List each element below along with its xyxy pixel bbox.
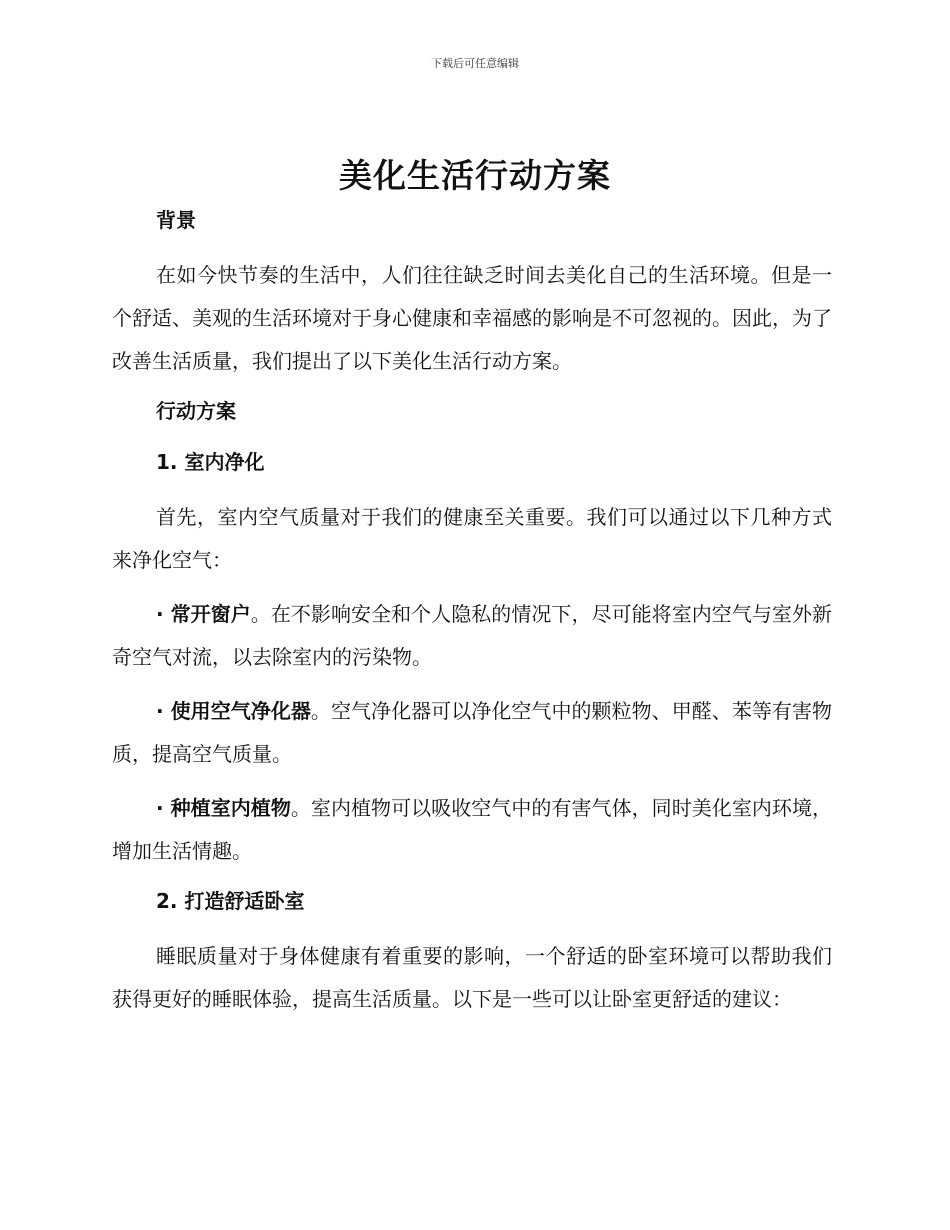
- document-body: [112, 203, 832, 1032]
- bullet-lead: · 常开窗户: [156, 602, 251, 626]
- background-heading: 背景: [156, 208, 196, 232]
- background-paragraph: 在如今快节奏的生活中，人们往往缺乏时间去美化自己的生活环境。但是一个舒适、美观的生活环境对于身心健康和幸福感的影响是不可忽视的。因此，为了改善生活质量，我们提出了以下美化生活行动方案。: [112, 263, 832, 373]
- bullet-item: [112, 593, 832, 679]
- section-2-paragraph: 睡眠质量对于身体健康有着重要的影响，一个舒适的卧室环境可以帮助我们获得更好的睡眠体验，提高生活质量。以下是一些可以让卧室更舒适的建议：: [112, 944, 832, 1011]
- header-note: 下载后可任意编辑: [431, 57, 519, 70]
- bullet-lead: · 使用空气净化器: [156, 699, 311, 723]
- bullet-item: [112, 690, 832, 776]
- section-2-heading: 2. 打造舒适卧室: [156, 889, 305, 913]
- bullet-item: [112, 787, 832, 873]
- document-title: 美化生活行动方案: [339, 156, 611, 195]
- bullet-text: 。空气净化器可以净化空气中的颗粒物、甲醛、苯等有害物质，提高空气质量。: [112, 699, 833, 766]
- bullet-text: 。在不影响安全和个人隐私的情况下，尽可能将室内空气与室外新奇空气对流，以去除室内的污染物。: [112, 602, 833, 669]
- bullet-lead: · 种植室内植物: [156, 796, 291, 820]
- section-1-paragraph: 首先，室内空气质量对于我们的健康至关重要。我们可以通过以下几种方式来净化空气：: [112, 505, 832, 572]
- action-plan-heading: 行动方案: [156, 399, 236, 423]
- section-1-heading: 1. 室内净化: [156, 450, 265, 474]
- bullet-text: 。室内植物可以吸收空气中的有害气体，同时美化室内环境，增加生活情趣。: [112, 796, 833, 863]
